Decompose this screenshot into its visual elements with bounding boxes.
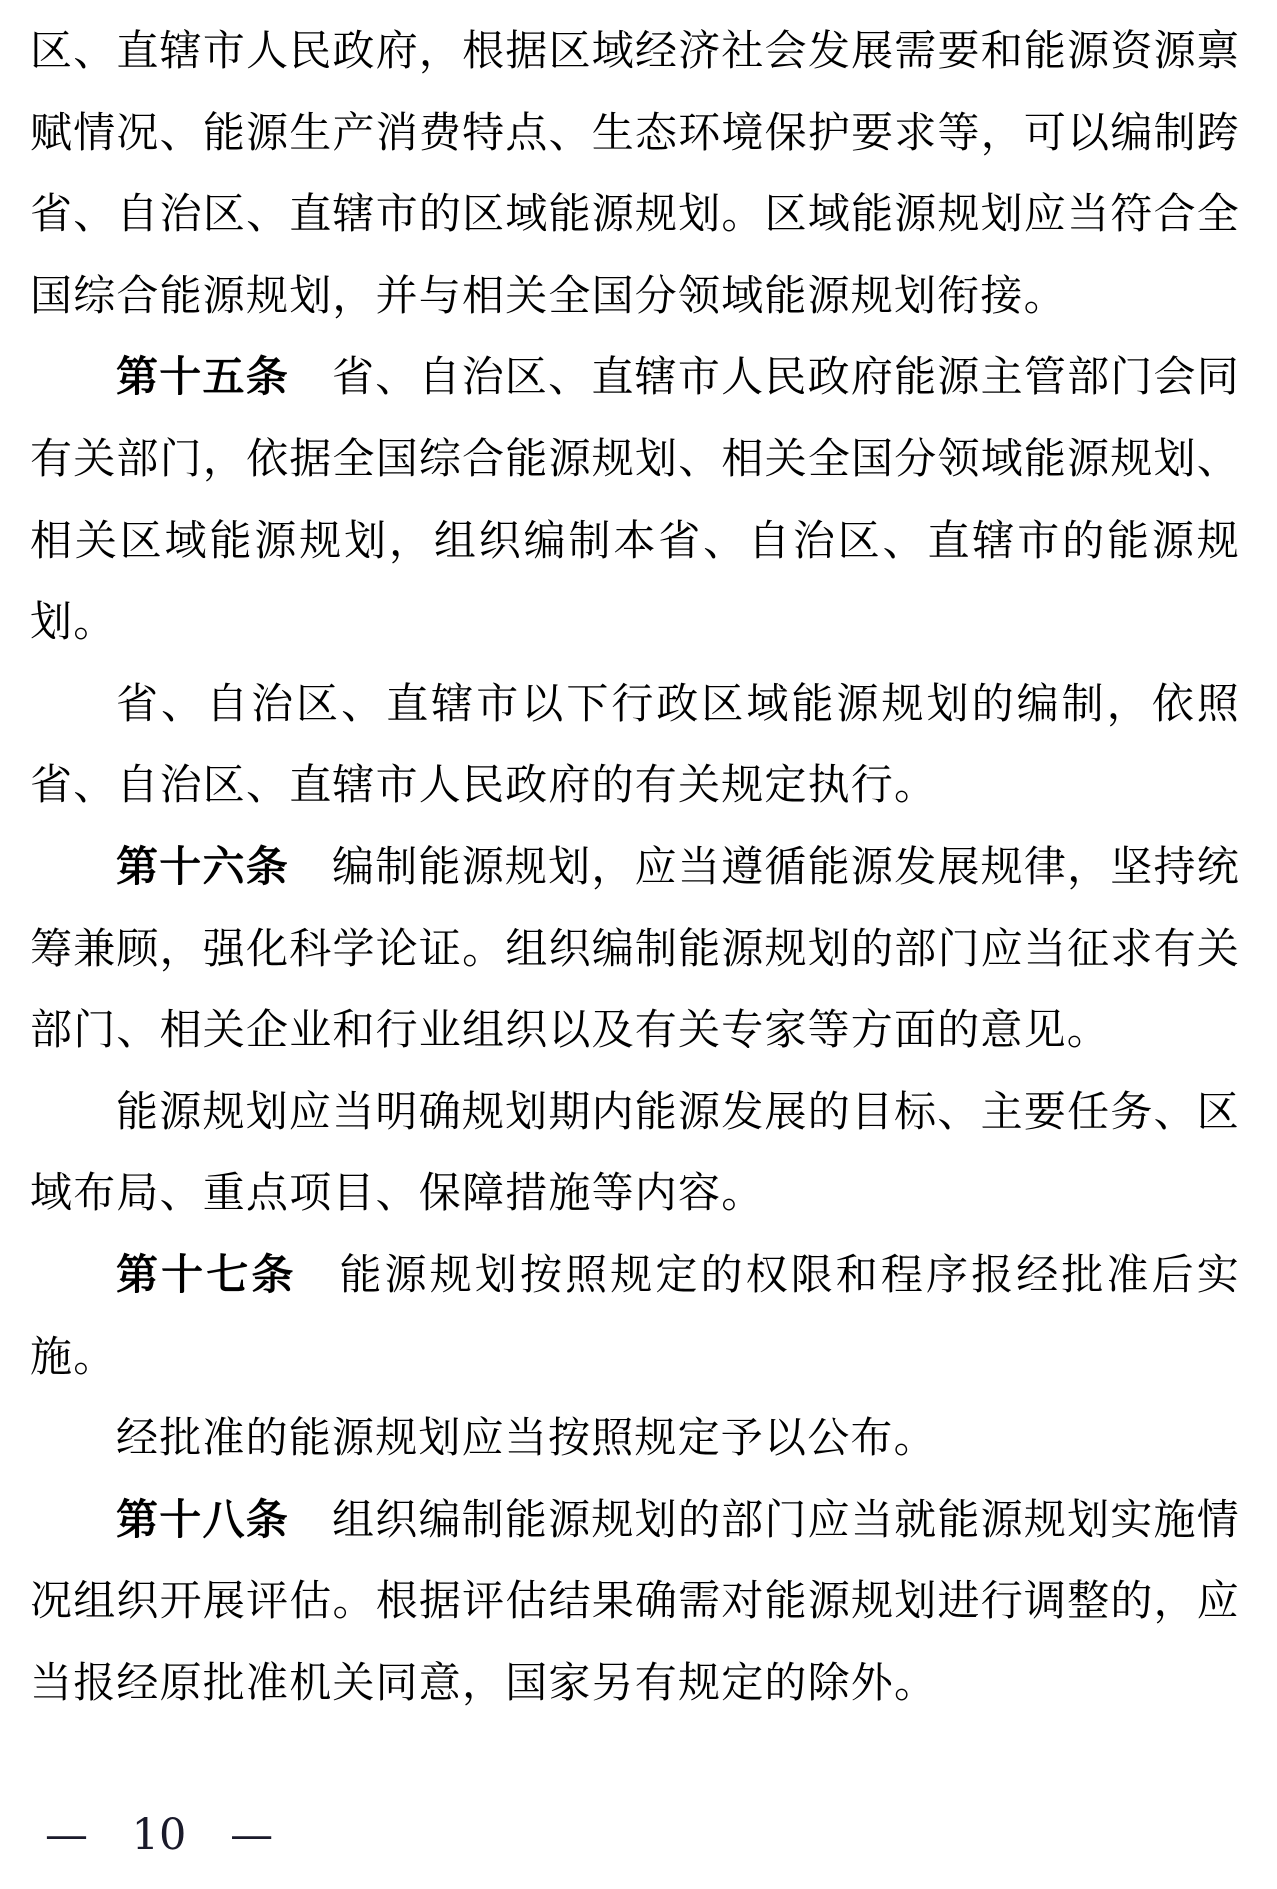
line-text: 经批准的能源规划应当按照规定予以公布。 — [116, 1413, 937, 1463]
line-text: 部门、相关企业和行业组织以及有关专家等方面的意见。 — [30, 1005, 1111, 1055]
line-text: 省、自治区、直辖市人民政府能源主管部门会同 — [331, 352, 1240, 402]
text-line — [30, 10, 1240, 92]
line-text: 编制能源规划，应当遵循能源发展规律，坚持统 — [331, 841, 1240, 891]
text-line-article-16 — [30, 826, 1240, 908]
text-line — [30, 92, 1240, 174]
footer-dash-left: — — [45, 1810, 88, 1860]
text-line — [30, 1642, 1240, 1724]
line-text: 况组织开展评估。根据评估结果确需对能源规划进行调整的，应 — [30, 1576, 1240, 1626]
article-number: 第十五条 — [116, 353, 289, 401]
text-line — [30, 418, 1240, 500]
line-text: 能源规划按照规定的权限和程序报经批准后实 — [339, 1249, 1240, 1299]
text-line — [30, 989, 1240, 1071]
line-text: 赋情况、能源生产消费特点、生态环境保护要求等，可以编制跨 — [30, 107, 1240, 157]
text-line — [30, 663, 1240, 745]
text-line — [30, 173, 1240, 255]
line-text: 相关区域能源规划，组织编制本省、自治区、直辖市的能源规 — [30, 515, 1240, 565]
line-text: 省、自治区、直辖市以下行政区域能源规划的编制，依照 — [116, 678, 1240, 728]
article-number: 第十七条 — [116, 1250, 297, 1298]
line-text: 能源规划应当明确规划期内能源发展的目标、主要任务、区 — [116, 1086, 1240, 1136]
text-line-article-18 — [30, 1479, 1240, 1561]
article-number: 第十八条 — [116, 1495, 289, 1543]
text-line — [30, 255, 1240, 337]
text-line — [30, 500, 1240, 582]
line-text: 筹兼顾，强化科学论证。组织编制能源规划的部门应当征求有关 — [30, 923, 1240, 973]
text-line — [30, 1152, 1240, 1234]
line-text: 当报经原批准机关同意，国家另有规定的除外。 — [30, 1657, 938, 1707]
line-text: 施。 — [30, 1331, 117, 1381]
page-number: 10 — [131, 1810, 187, 1860]
line-text: 划。 — [30, 597, 117, 647]
line-text: 省、自治区、直辖市人民政府的有关规定执行。 — [30, 760, 938, 810]
footer-dash-right: — — [230, 1810, 274, 1860]
line-text: 域布局、重点项目、保障措施等内容。 — [30, 1168, 765, 1218]
text-line — [30, 581, 1240, 663]
line-text: 省、自治区、直辖市的区域能源规划。区域能源规划应当符合全 — [30, 189, 1240, 239]
line-text: 区、直辖市人民政府，根据区域经济社会发展需要和能源资源禀 — [30, 26, 1240, 75]
text-line — [30, 744, 1240, 826]
text-line — [30, 1316, 1240, 1398]
text-line-article-17 — [30, 1234, 1240, 1316]
page-footer — [45, 1812, 273, 1858]
line-text: 组织编制能源规划的部门应当就能源规划实施情 — [331, 1494, 1240, 1544]
text-line — [30, 1560, 1240, 1642]
line-text: 有关部门，依据全国综合能源规划、相关全国分领域能源规划、 — [30, 433, 1240, 483]
text-line — [30, 908, 1240, 990]
text-line — [30, 1397, 1240, 1479]
text-line-article-15 — [30, 336, 1240, 418]
text-line — [30, 1071, 1240, 1153]
article-number: 第十六条 — [116, 842, 289, 890]
line-text: 国综合能源规划，并与相关全国分领域能源规划衔接。 — [30, 270, 1067, 320]
